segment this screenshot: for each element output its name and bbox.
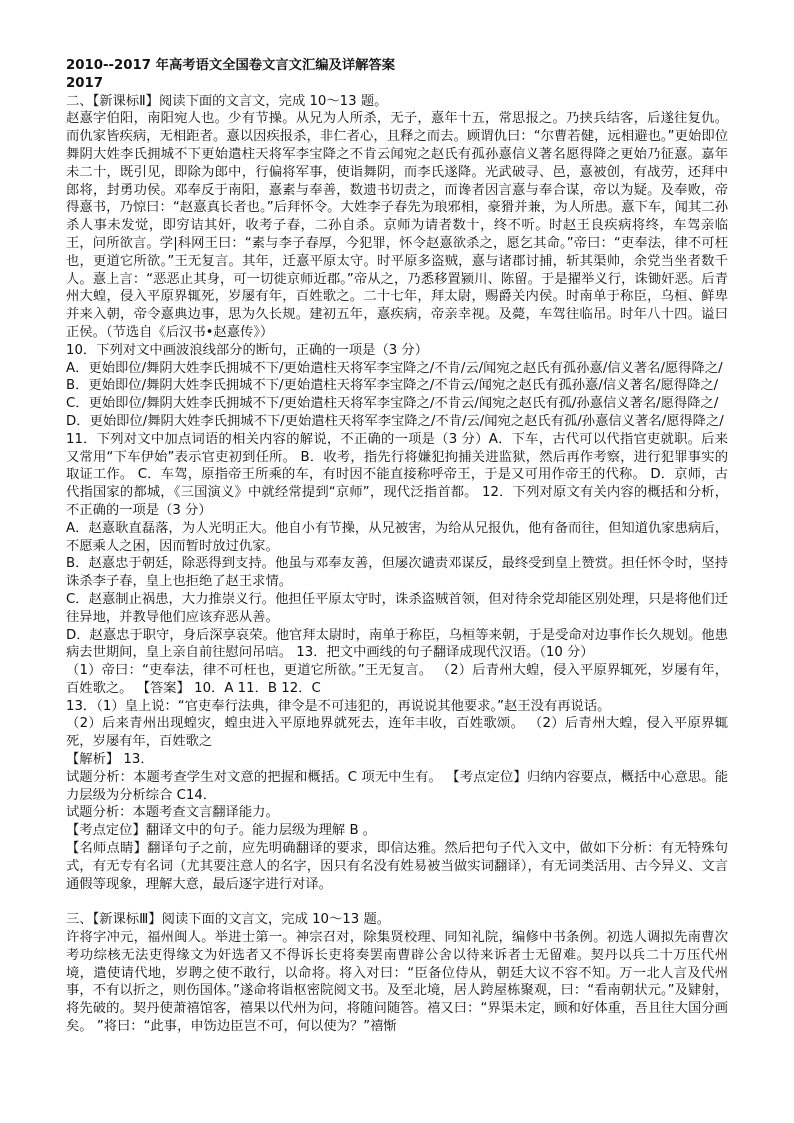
option-12-b: B．赵憙忠于朝廷，除恶得到支持。他虽与邓奉友善，但屡次谴责邓谋反，最终受到皇上赞赏。担任怀令时，坚持诛杀李子春，皇上也拒绝了赵王求情。	[66, 556, 728, 590]
option-10-d: D．更始即位/舞阴大姓李氏拥城不下/更始遣柱天将军李宝降之/不肯/云/闻宛之赵氏有孤/孙憙信义著名/愿得降之/	[66, 413, 724, 429]
option-10-a: A．更始即位/舞阴大姓李氏拥城不下/更始遣柱天将军李宝降之/不肯/云/闻宛之赵氏有孤孙憙/信义著名/愿得降之/	[66, 360, 723, 376]
doc-year: 2017	[66, 75, 104, 91]
answer-13-1: 13．（1）皇上说：“官吏奉行法典，律令是不可违犯的，再说说其他要求。”赵王没有再说话。	[66, 698, 611, 714]
option-12-a: A．赵憙耿直磊落，为人光明正大。他自小有节操，从兄被害，为给从兄报仇，他有备而往，但知道仇家患病后，不愿乘人之困，因而暂时放过仇家。	[66, 520, 728, 554]
question-13-items: （1）帝曰：“吏奉法，律不可枉也，更道它所欲。”王无复言。 （2）后青州大蝗，侵入平原界辄死，岁屡有年，百姓歌之。 【答案】 10．A 11．B 12．C	[66, 663, 728, 696]
analysis-2: 试题分析：本题考查文言翻译能力。	[66, 805, 279, 821]
section2-passage: 赵憙字伯阳，南阳宛人也。少有节操。从兄为人所杀，无子，憙年十五，常思报之。乃挟兵结客，后遂往复仇。而仇家皆疾病，无相距者。憙以因疾报杀，非仁者心，且释之而去。顾谓仇曰：“尔曹若健，远相避也。”更始即位舞阴大姓李氏拥城不下更始遣柱天将军李宝降之不肯云闻宛之赵氏有孤孙憙信义著名愿得降之更始乃征憙。嘉年未二十，既引见，即除为郎中，行偏将军事，使诣舞阴，而李氏遂降。光武破寻、邑，憙被创，有战劳，还拜中郎将，封勇功侯。邓奉反于南阳，憙素与奉善，数遗书切责之，而谗者因言憙与奉合谋，帝以为疑。及奉败，帝得憙书，乃惊曰：“赵憙真长者也。”后拜怀令。大姓李子春先为琅邪相，豪猾并兼，为人所患。憙下车，闻其二孙杀人事未发觉，即穷诘其奸，收考子春，二孙自杀。京师为请者数十，终不听。时赵王良疾病将终，车驾亲临王，问所欲言。学|科网王曰：“素与李子春厚，今犯罪，怀令赵憙欲杀之，愿乞其命。”帝曰：“吏奉法，律不可枉也，更道它所欲。”王无复言。其年，迁憙平原太守。时平原多盗贼，憙与诸郡讨捕，斩其渠帅，余党当坐者数千人。憙上言：“恶恶止其身，可一切徙京师近郡。”帝从之，乃悉移置颍川、陈留。于是擢举义行，诛锄奸恶。后青州大蝗，侵入平原界辄死，岁屡有年，百姓歌之。二十七年，拜太尉，赐爵关内侯。时南单于称臣，乌桓、鲜卑并来入朝，帝令憙典边事，思为久长规。建初五年，憙疾病，帝亲幸视。及薨，车驾往临吊。时年八十四。谥曰正侯。（节选自《后汉书•赵憙传》）	[66, 111, 728, 340]
section3-heading: 三、【新课标Ⅲ】阅读下面的文言文，完成 10～13 题。	[66, 912, 391, 928]
document-page	[66, 57, 728, 1036]
exam-point: 【考点定位】翻译文中的句子。能力层级为理解 B 。	[66, 823, 377, 839]
option-10-b: B．更始即位/舞阴大姓李氏拥城不下/更始遣柱天将军李宝降之/不肯云/闻宛之赵氏有孤孙憙/信义著名/愿得降之/	[66, 378, 719, 394]
answer-13-2: （2）后来青州出现蝗灾，蝗虫进入平原地界就死去，连年丰收，百姓歌颂。 （2）后青州大蝗，侵入平原界辄死，岁屡有年，百姓歌之	[66, 716, 728, 750]
section3-passage: 许将字冲元，福州闽人。举进士第一。神宗召对，除集贤校理、同知礼院，编修中书条例。初选人调拟先南曹次考功综核无法吏得缘文为奸选者又不得诉长吏将奏罢南曹辟公舍以待来诉者士无留难。契丹以兵二十万压代州境，遣使请代地，岁聘之使不敢行，以命将。将入对曰：“臣备位侍从，朝廷大议不容不知。万一北人言及代州事，不有以折之，则伤国体。”遂命将诣枢密院阅文书。及至北境，居人跨屋栋聚观，曰：“看南朝状元。”及肄射，将先破的。契丹使萧禧馆客，禧果以代州为问，将随问随答。禧又曰：“界渠未定，顾和好体重，吾且往大国分画矣。 ”将曰：“此事，申饬边臣岂不可，何以使为？”禧惭	[66, 930, 728, 1035]
option-10-c: C．更始即位/舞阴大姓李氏拥城不下/更始遣柱天将军李宝降之/不肯云/闻宛之赵氏有孤/孙憙信义著名/愿得降之/	[66, 396, 719, 412]
teacher-note: 【名师点睛】翻译句子之前，应先明确翻译的要求，即信达雅。然后把句子代入文中，做如下分析：有无特殊句式，有无专有名词（尤其要注意人的名字，因只有名没有姓易被当做实词翻译），有无词类活用、古今异义、文言通假等现象，理解大意，最后逐字进行对译。	[66, 841, 728, 892]
analysis-heading: 【解析】 13．	[66, 752, 154, 768]
section-gap	[66, 893, 728, 911]
analysis-1: 试题分析：本题考查学生对文意的把握和概括。C 项无中生有。 【考点定位】归纳内容要点，概括中心意思。能力层级为分析综合 C14．	[66, 769, 728, 803]
question-10: 10．下列对文中画波浪线部分的断句，正确的一项是（3 分）	[66, 342, 429, 358]
section2-heading: 二、【新课标Ⅱ】阅读下面的文言文，完成 10～13 题。	[66, 93, 388, 109]
option-12-d: D．赵憙忠于职守，身后深享哀荣。他官拜太尉时，南单于称臣，乌桓等来朝，于是受命对边事作长久规划。他患病去世期间，皇上亲自前往慰问吊唁。 13．把文中画线的句子翻译成现代汉语。（10 分）	[66, 627, 728, 661]
option-12-c: C．赵憙制止祸患，大力推崇义行。他担任平原太守时，诛杀盗贼首领，但对待余党却能区别处理，只是将他们迁往异地，并教导他们应该弃恶从善。	[66, 591, 728, 625]
question-11-12: 11．下列对文中加点词语的相关内容的解说，不正确的一项是（3 分）A．下车，古代可以代指官吏就职。后来又常用“下车伊始”表示官吏初到任所。 B．收考，指先行将嫌犯拘捕关进监狱，然后再作考察，进行犯罪事实的取证工作。 C．车驾，原指帝王所乘的车，有时因不能直接称呼帝王，于是又可用作帝王的代称。 D．京师，古代指国家的都城，《三国演义》中就经常提到“京师”，现代泛指首都。 12．下列对原文有关内容的概括和分析，不正确的一项是（3 分）	[66, 431, 728, 518]
doc-title: 2010--2017 年高考语文全国卷文言文汇编及详解答案	[66, 58, 396, 73]
